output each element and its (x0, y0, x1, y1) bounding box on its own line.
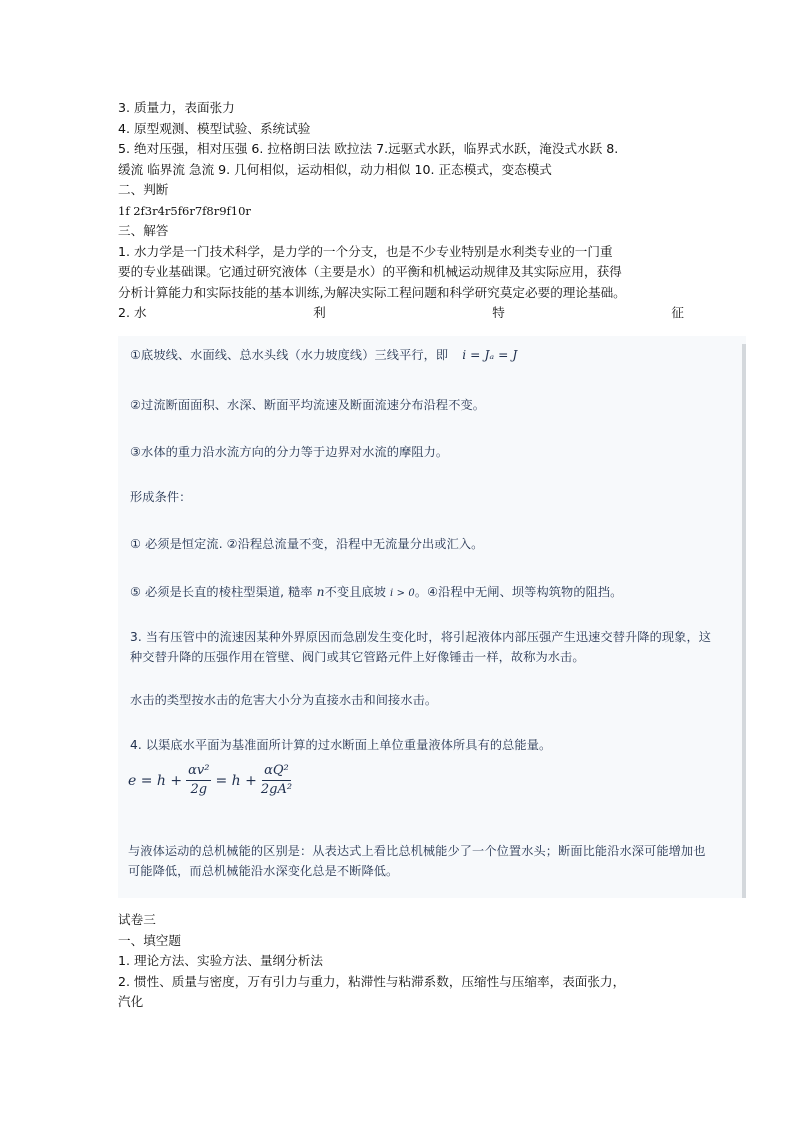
judgement-answers: 1f 2f3r4r5f6r7f8r9f10r (118, 203, 251, 218)
section-heading: 二、判断 (118, 182, 169, 197)
scan-line: 与液体运动的总机械能的区别是：从表达式上看比总机械能少了一个位置水头；断面比能沿水深可能增加也 (128, 844, 706, 858)
spread-word: 2. 水 (118, 305, 147, 320)
scan-text: 。④沿程中无闸、坝等构筑物的阻挡。 (414, 585, 623, 599)
scan-line: ②过流断面面积、水深、断面平均流速及断面流速分布沿程不变。 (130, 398, 486, 412)
scan-line: 水击的类型按水击的危害大小分为直接水击和间接水击。 (130, 693, 438, 707)
scan-line (130, 346, 517, 363)
scan-line: 种交替升降的压强作用在管壁、阀门或其它管路元件上好像锤击一样，故称为水击。 (130, 650, 585, 664)
text-line: 5. 绝对压强，相对压强 6. 拉格朗曰法 欧拉法 7.远驱式水跃，临界式水跃，淹没式水跃 8. (118, 141, 619, 156)
scan-math: i = Jₐ = J (462, 348, 518, 362)
scan-text: 不变且底坡 (324, 585, 391, 599)
answer-text-bottom (118, 910, 684, 1013)
spread-word: 特 (492, 305, 505, 320)
scan-line (130, 583, 622, 600)
section-heading: 三、解答 (118, 223, 169, 238)
scan-edge (742, 344, 746, 898)
fraction (186, 762, 211, 799)
text-line: 1. 水力学是一门技术科学，是力学的一个分支，也是不少专业特别是水利类专业的一门重 (118, 243, 613, 259)
text-line: 1. 理论方法、实验方法、量纲分析法 (118, 953, 323, 968)
text-line: 分析计算能力和实际技能的基本训练,为解决实际工程问题和科学研究莫定必要的理论基础。 (118, 284, 626, 300)
spread-line (118, 303, 684, 324)
formula-part: e = h + (128, 772, 183, 789)
text-line: 汽化 (118, 994, 144, 1009)
scan-line: 4. 以渠底水平面为基准面所计算的过水断面上单位重量液体所具有的总能量。 (130, 738, 552, 752)
fraction-numerator: αQ² (262, 762, 291, 781)
scan-line: 形成条件： (130, 490, 192, 504)
text-line: 要的专业基础课。它通过研究液体（主要是水）的平衡和机械运动规律及其实际应用，获得 (118, 264, 622, 279)
scan-math: n (316, 585, 325, 599)
text-line: 缓流 临界流 急流 9. 几何相似，运动相似，动力相似 10. 正态模式，变态模式 (118, 161, 552, 177)
fraction-numerator: αv² (186, 762, 211, 781)
fraction-denominator: 2g (190, 782, 208, 797)
scan-line: 可能降低，而总机械能沿水深变化总是不断降低。 (128, 864, 399, 878)
text-line: 2. 惯性、质量与密度，万有引力与重力，粘滞性与粘滞系数，压缩性与压缩率，表面张力， (118, 973, 626, 989)
spread-word: 征 (671, 305, 684, 320)
text-line: 3. 质量力，表面张力 (118, 100, 235, 115)
scan-text: ①底坡线、水面线、总水头线（水力坡度线）三线平行，即 (130, 348, 449, 362)
section-heading: 一、填空题 (118, 932, 181, 948)
scan-line: ③水体的重力沿水流方向的分力等于边界对水流的摩阻力。 (130, 445, 449, 459)
text-line: 4. 原型观测、模型试验、系统试验 (118, 120, 311, 136)
scan-math: i > 0 (390, 588, 415, 599)
scan-text: ⑤ 必须是长直的棱柱型渠道, 糙率 (130, 585, 317, 599)
fraction-denominator: 2gA² (260, 782, 293, 797)
scanned-answer-image (118, 336, 746, 898)
section-heading: 试卷三 (118, 912, 156, 927)
formula-part: = h + (215, 772, 257, 789)
specific-energy-formula (128, 762, 296, 799)
scan-line: 3. 当有压管中的流速因某种外界原因而急剧发生变化时，将引起液体内部压强产生迅速交替升降的现象，这 (130, 630, 712, 644)
spread-word: 利 (313, 305, 326, 320)
scan-line: ① 必须是恒定流. ②沿程总流量不变，沿程中无流量分出或汇入。 (130, 537, 484, 551)
fraction (261, 762, 292, 799)
answer-text-top (118, 98, 684, 324)
